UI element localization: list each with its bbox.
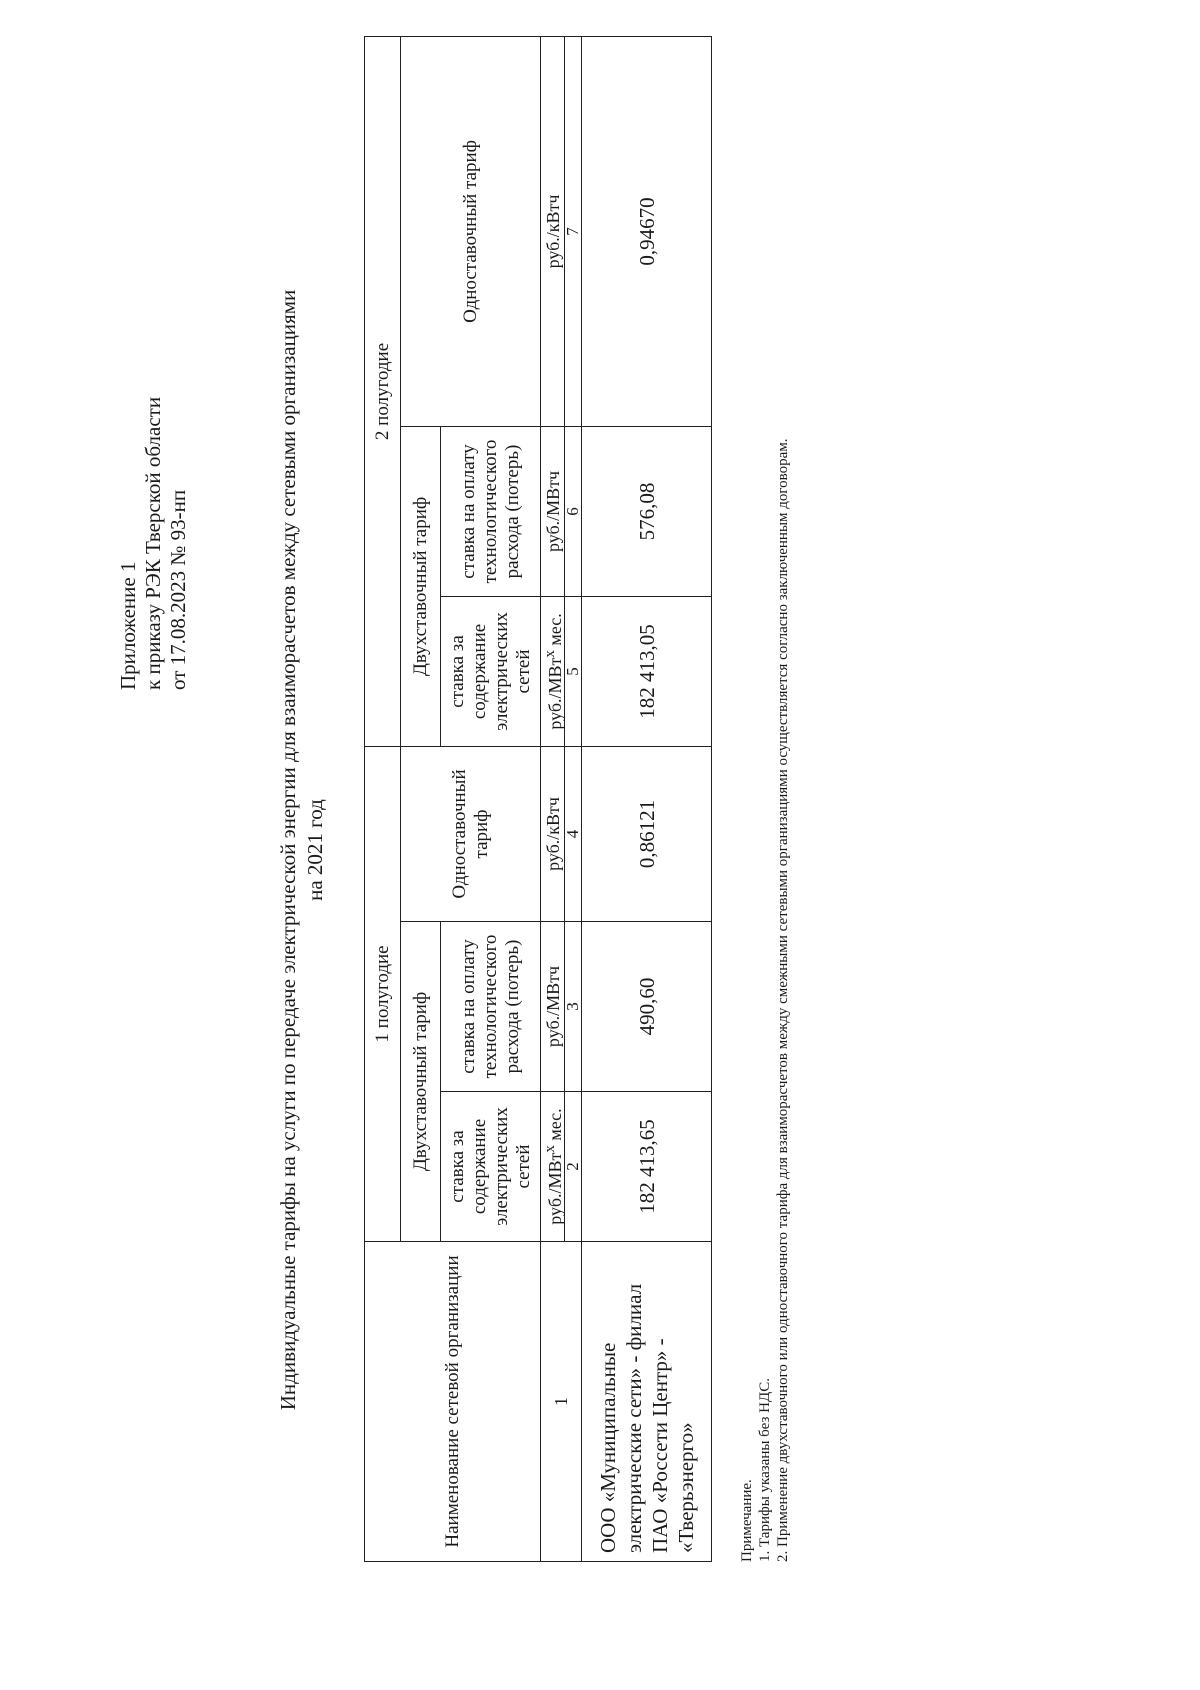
col-number-6: 6 bbox=[565, 426, 582, 596]
order-date-line: от 17.08.2023 № 93-нп bbox=[166, 489, 190, 690]
note-item-1: 1. Тарифы указаны без НДС. bbox=[757, 1378, 773, 1562]
unit-text: руб./МВт bbox=[545, 1152, 565, 1225]
h1-losses-value: 490,60 bbox=[582, 922, 712, 1092]
unit-sup: х bbox=[542, 650, 558, 658]
col-number-3: 3 bbox=[565, 922, 582, 1092]
unit-h2-maintenance bbox=[541, 596, 565, 746]
header-h1-losses: ставка на оплату технологического расхода (потерь) bbox=[441, 922, 541, 1092]
unit-h1-losses: руб./МВтч bbox=[541, 922, 565, 1092]
organization-name: ООО «Муниципальные электрические сети» - филиал ПАО «Россети Центр» - «Тверьэнерго» bbox=[582, 1242, 712, 1562]
notes-section bbox=[738, 22, 792, 1562]
header-h2-one-part: Одноставочный тариф bbox=[401, 36, 541, 426]
header-half1: 1 полугодие bbox=[365, 746, 401, 1241]
title-year-line: на 2021 год bbox=[303, 799, 327, 901]
header-h2-losses: ставка на оплату технологического расхода (потерь) bbox=[441, 426, 541, 596]
appendix-line: Приложение 1 bbox=[116, 561, 140, 690]
col-number-1: 1 bbox=[541, 1242, 582, 1562]
h1-one-part-value: 0,86121 bbox=[582, 746, 712, 921]
unit-sup: х bbox=[542, 1145, 558, 1153]
col-number-7: 7 bbox=[565, 36, 582, 426]
header-h1-maintenance: ставка за содержание электрических сетей bbox=[441, 1092, 541, 1242]
header-organization: Наименование сетевой организации bbox=[365, 1242, 541, 1562]
unit-tail: мес. bbox=[545, 613, 565, 651]
col-number-2: 2 bbox=[565, 1092, 582, 1242]
header-h2-maintenance: ставка за содержание электрических сетей bbox=[441, 596, 541, 746]
h2-one-part-value: 0,94670 bbox=[582, 36, 712, 426]
title-line: Индивидуальные тарифы на услуги по передаче электрической энергии для взаиморасчетов между сетевыми организациями bbox=[276, 289, 300, 1411]
appendix-reference bbox=[116, 290, 191, 690]
unit-h1-maintenance bbox=[541, 1092, 565, 1242]
header-h2-two-part: Двухставочный тариф bbox=[401, 426, 441, 746]
unit-h1-one: руб./кВтч bbox=[541, 746, 565, 921]
unit-h2-losses: руб./МВтч bbox=[541, 426, 565, 596]
tariffs-table bbox=[364, 36, 712, 1562]
col-number-4: 4 bbox=[565, 746, 582, 921]
header-h1-one-part: Одноставочный тариф bbox=[401, 746, 541, 921]
unit-h2-one: руб./кВтч bbox=[541, 36, 565, 426]
header-half2: 2 полугодие bbox=[365, 36, 401, 746]
unit-tail: мес. bbox=[545, 1108, 565, 1146]
note-item-2: 2. Применение двухставочного или одноставочного тарифа для взаиморасчетов между смежными сетевыми организациями осуществляется согласно заключенным договорам. bbox=[775, 438, 791, 1562]
document-title bbox=[275, 190, 329, 1510]
table-row bbox=[582, 36, 712, 1561]
h2-maintenance-value: 182 413,05 bbox=[582, 596, 712, 746]
h1-maintenance-value: 182 413,65 bbox=[582, 1092, 712, 1242]
h2-losses-value: 576,08 bbox=[582, 426, 712, 596]
unit-text: руб./МВт bbox=[545, 657, 565, 730]
header-h1-two-part: Двухставочный тариф bbox=[401, 922, 441, 1242]
col-number-5: 5 bbox=[565, 596, 582, 746]
order-reference-line: к приказу РЭК Тверской области bbox=[141, 396, 165, 690]
notes-heading: Примечание. bbox=[739, 1479, 755, 1562]
